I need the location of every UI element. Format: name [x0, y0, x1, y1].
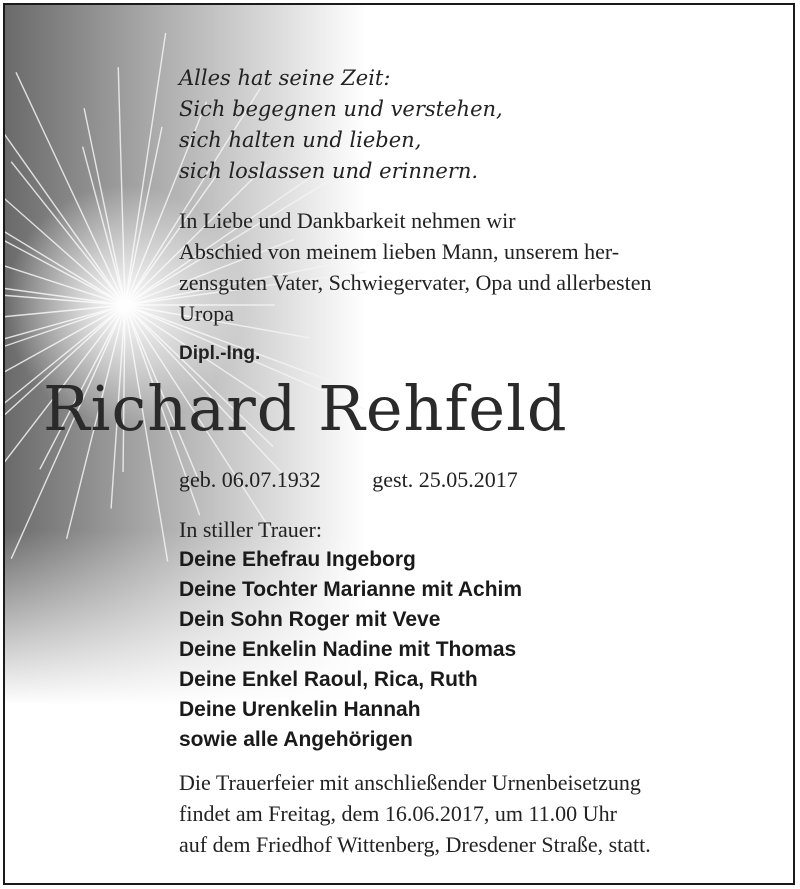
- poem-line: sich halten und lieben,: [179, 128, 422, 152]
- mourner-item: Deine Enkelin Nadine mit Thomas: [179, 638, 517, 661]
- poem-line: Sich begegnen und verstehen,: [179, 97, 503, 121]
- intro-line: Abschied von meinem lieben Mann, unserem her-: [179, 239, 620, 264]
- funeral-service-info: [179, 767, 651, 860]
- intro-line: Uropa: [179, 301, 234, 326]
- academic-title: Dipl.-Ing.: [179, 343, 261, 364]
- mourner-item: sowie alle Angehörigen: [179, 728, 413, 751]
- service-line: Die Trauerfeier mit anschließender Urnenbeisetzung: [179, 770, 641, 795]
- obituary-card: [3, 3, 795, 885]
- mourner-item: Dein Sohn Roger mit Veve: [179, 608, 441, 631]
- mourners-heading: In stiller Trauer:: [179, 517, 322, 542]
- poem-line: sich loslassen und erinnern.: [179, 159, 479, 183]
- poem: [179, 63, 503, 187]
- mourner-item: Deine Enkel Raoul, Rica, Ruth: [179, 668, 478, 691]
- life-dates: [179, 467, 518, 493]
- mourner-item: Deine Tochter Marianne mit Achim: [179, 578, 523, 601]
- intro-line: In Liebe und Dankbarkeit nehmen wir: [179, 208, 516, 233]
- intro-line: zensguten Vater, Schwiegervater, Opa und allerbesten: [179, 270, 652, 295]
- mourners-list: [179, 545, 522, 755]
- poem-line: Alles hat seine Zeit:: [179, 66, 391, 90]
- birth-date: geb. 06.07.1932: [179, 467, 321, 492]
- intro-text: [179, 205, 769, 329]
- deceased-name: Richard Rehfeld: [43, 372, 568, 445]
- mourner-item: Deine Urenkelin Hannah: [179, 698, 421, 721]
- service-line: auf dem Friedhof Wittenberg, Dresdener Straße, statt.: [179, 832, 651, 857]
- service-line: findet am Freitag, dem 16.06.2017, um 11.00 Uhr: [179, 801, 617, 826]
- mourner-item: Deine Ehefrau Ingeborg: [179, 548, 416, 571]
- death-date: gest. 25.05.2017: [372, 467, 518, 492]
